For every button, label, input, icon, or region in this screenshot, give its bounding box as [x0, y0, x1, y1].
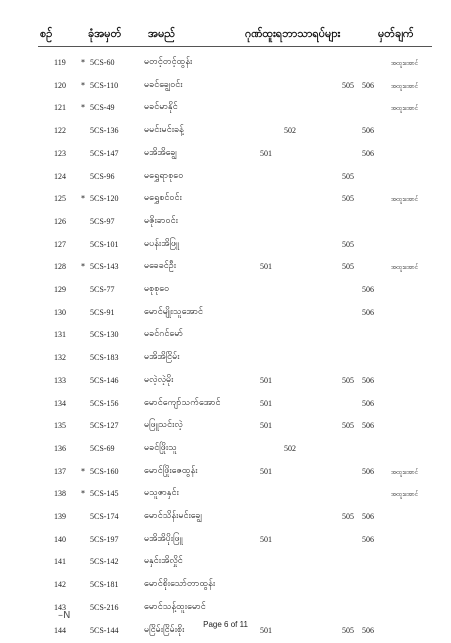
seat-code: 5CS-69	[90, 443, 115, 453]
seat-code: 5CS-136	[90, 126, 119, 136]
subject-505: 505	[342, 171, 354, 181]
subject-502: 502	[284, 443, 296, 453]
row-number: 134	[54, 398, 66, 408]
star-mark: *	[81, 466, 85, 476]
row-number: 127	[54, 239, 66, 249]
seat-code: 5CS-49	[90, 103, 115, 113]
remark: အထူးအောင်	[391, 491, 419, 499]
table-row	[0, 323, 451, 345]
student-name: မခင်မာနိုင်	[144, 102, 178, 113]
remark: အထူးအောင်	[391, 468, 419, 476]
page-footer: Page 6 of 11	[203, 620, 248, 629]
table-row	[0, 255, 451, 277]
student-name: မောင်သိန်းမင်းချွေ	[144, 511, 202, 521]
student-name: မခင်ချွေဝင်း	[144, 79, 183, 90]
seat-code: 5CS-97	[90, 216, 115, 226]
table-row	[0, 460, 451, 482]
star-mark: *	[81, 80, 85, 90]
row-number: 132	[54, 353, 66, 363]
subject-506: 506	[362, 307, 374, 317]
subject-506: 506	[362, 398, 374, 408]
seat-code: 5CS-143	[90, 262, 119, 272]
row-number: 140	[54, 534, 66, 544]
subject-505: 505	[342, 375, 354, 385]
subject-501: 501	[260, 534, 272, 544]
student-name: မမင်းမင်းခန့်	[144, 125, 184, 136]
row-number: 128	[54, 262, 66, 272]
table-row	[0, 482, 451, 504]
star-mark: *	[81, 103, 85, 113]
seat-code: 5CS-147	[90, 148, 119, 158]
seat-code: 5CS-127	[90, 421, 119, 431]
row-number: 143	[54, 602, 66, 612]
row-number: 133	[54, 375, 66, 385]
seat-code: 5CS-110	[90, 80, 119, 90]
student-name: မောင်ဖြိုးဇေထွန်း	[144, 465, 198, 476]
table-row	[0, 369, 451, 391]
table-row	[0, 573, 451, 595]
subject-506: 506	[362, 534, 374, 544]
seat-code: 5CS-130	[90, 330, 119, 340]
row-number: 137	[54, 466, 66, 476]
seat-code: 5CS-174	[90, 512, 119, 521]
seat-code: 5CS-146	[90, 375, 119, 385]
subject-501: 501	[260, 421, 272, 431]
subject-505: 505	[342, 262, 354, 272]
student-name: မအိအိပိုးဖြူ	[144, 533, 183, 544]
subject-505: 505	[342, 194, 354, 204]
seat-code: 5CS-183	[90, 353, 119, 363]
subject-505: 505	[342, 512, 354, 521]
row-number: 124	[54, 171, 66, 181]
row-number: 121	[54, 103, 66, 113]
row-number: 139	[54, 512, 66, 521]
student-name: မခင်ဂင်မော်	[144, 329, 184, 340]
student-name: မဖြူသင်းလဲ့	[144, 420, 183, 431]
table-row	[0, 278, 451, 300]
row-number: 142	[54, 580, 66, 590]
subject-506: 506	[362, 375, 374, 385]
subject-505: 505	[342, 80, 354, 90]
header-code: ခုံအမှတ်	[88, 27, 122, 40]
header-underline	[38, 46, 432, 47]
subject-501: 501	[260, 625, 272, 635]
table-row	[0, 51, 451, 73]
student-name: မခေခင်ဦး	[144, 261, 177, 272]
table-row	[0, 210, 451, 232]
student-name: မောင်ကျော်သက်အောင်	[144, 397, 221, 408]
seat-code: 5CS-101	[90, 239, 119, 249]
subject-506: 506	[362, 148, 374, 158]
student-name: မအိအိငြိမ်း	[144, 352, 180, 363]
student-name: မောင်မျိုးသူအောင်	[144, 306, 204, 317]
subject-501: 501	[260, 398, 272, 408]
seat-code: 5CS-120	[90, 194, 119, 204]
row-number: 130	[54, 307, 66, 317]
table-row	[0, 119, 451, 141]
table-row	[0, 165, 451, 187]
table-row	[0, 142, 451, 164]
table-row	[0, 301, 451, 323]
subject-505: 505	[342, 625, 354, 635]
student-name: မအိအိချွေ	[144, 147, 177, 158]
remark: အထူးအောင်	[391, 105, 419, 113]
subject-501: 501	[260, 466, 272, 476]
student-name: မပန်းအိဖြူ	[144, 238, 179, 249]
remark: အထူးအောင်	[391, 60, 419, 67]
subject-506: 506	[362, 625, 374, 635]
subject-505: 505	[342, 239, 354, 249]
row-number: 129	[54, 285, 66, 294]
row-number: 135	[54, 421, 66, 431]
table-row	[0, 437, 451, 459]
row-number: 131	[54, 330, 66, 340]
header-no: စဥ်	[40, 27, 53, 40]
remark: အထူးအောင်	[391, 196, 419, 204]
seat-code: 5CS-60	[90, 58, 115, 67]
header-subjects: ဂုဏ်ထူးရဘာသာရပ်များ	[245, 27, 341, 40]
table-row	[0, 187, 451, 209]
subject-506: 506	[362, 466, 374, 476]
header-name: အမည်	[148, 27, 176, 40]
student-name: မလဲ့လဲ့မိုး	[144, 374, 174, 385]
table-row	[0, 346, 451, 368]
subject-506: 506	[362, 285, 374, 294]
subject-501: 501	[260, 262, 272, 272]
row-number: 126	[54, 216, 66, 226]
remark: အထူးအောင်	[391, 264, 419, 272]
table-row	[0, 392, 451, 414]
table-row	[0, 74, 451, 96]
seat-code: 5CS-144	[90, 625, 119, 635]
row-number: 138	[54, 489, 66, 499]
subject-506: 506	[362, 512, 374, 521]
table-row	[0, 505, 451, 527]
subject-506: 506	[362, 80, 374, 90]
student-name: မစုစုဝေ	[144, 284, 170, 294]
row-number: 141	[54, 557, 66, 567]
row-number: 125	[54, 194, 66, 204]
row-number: 136	[54, 443, 66, 453]
seat-code: 5CS-181	[90, 580, 119, 590]
seat-code: 5CS-77	[90, 285, 115, 294]
seat-code: 5CS-197	[90, 534, 119, 544]
subject-502: 502	[284, 126, 296, 136]
table-row	[0, 233, 451, 255]
seat-code: 5CS-96	[90, 171, 115, 181]
seat-code: 5CS-156	[90, 398, 119, 408]
subject-501: 501	[260, 148, 272, 158]
student-name: မနှင်းအိလှိုင်	[144, 556, 183, 567]
handwritten-mark: –N	[58, 610, 71, 621]
star-mark: *	[81, 58, 85, 67]
table-row	[0, 414, 451, 436]
subject-501: 501	[260, 375, 272, 385]
subject-506: 506	[362, 126, 374, 136]
seat-code: 5CS-216	[90, 602, 119, 612]
student-name: မသူဇာနှင်း	[144, 488, 179, 499]
seat-code: 5CS-91	[90, 307, 115, 317]
seat-code: 5CS-142	[90, 557, 119, 567]
row-number: 123	[54, 148, 66, 158]
row-number: 119	[54, 58, 66, 67]
student-name: မဇိုးခာဝင်း	[144, 215, 178, 226]
student-name: မတင့်တင့်ထွန်း	[144, 57, 193, 67]
seat-code: 5CS-145	[90, 489, 119, 499]
remark: အထူးအောင်	[391, 82, 419, 90]
student-name: မငြိမ်းငြိမ်းစိုး	[144, 624, 185, 635]
table-row	[0, 96, 451, 118]
header-remarks: မှတ်ချက်	[378, 27, 414, 40]
student-name: မရွှေစင်ဝင်း	[144, 193, 182, 204]
row-number: 122	[54, 126, 66, 136]
subject-506: 506	[362, 421, 374, 431]
row-number: 144	[54, 625, 66, 635]
table-row	[0, 550, 451, 572]
row-number: 120	[54, 80, 66, 90]
table-row	[0, 528, 451, 550]
star-mark: *	[81, 194, 85, 204]
subject-505: 505	[342, 421, 354, 431]
student-name: မရွှေရာစုဝေ	[144, 170, 184, 181]
star-mark: *	[81, 262, 85, 272]
student-name: မခင်ဖြိုးသူ	[144, 442, 177, 453]
star-mark: *	[81, 489, 85, 499]
seat-code: 5CS-160	[90, 466, 119, 476]
student-name: မောင်စိုးသော်တာထွန်း	[144, 579, 216, 590]
student-name: မောင်သန့်ထူးမောင်	[144, 601, 206, 612]
